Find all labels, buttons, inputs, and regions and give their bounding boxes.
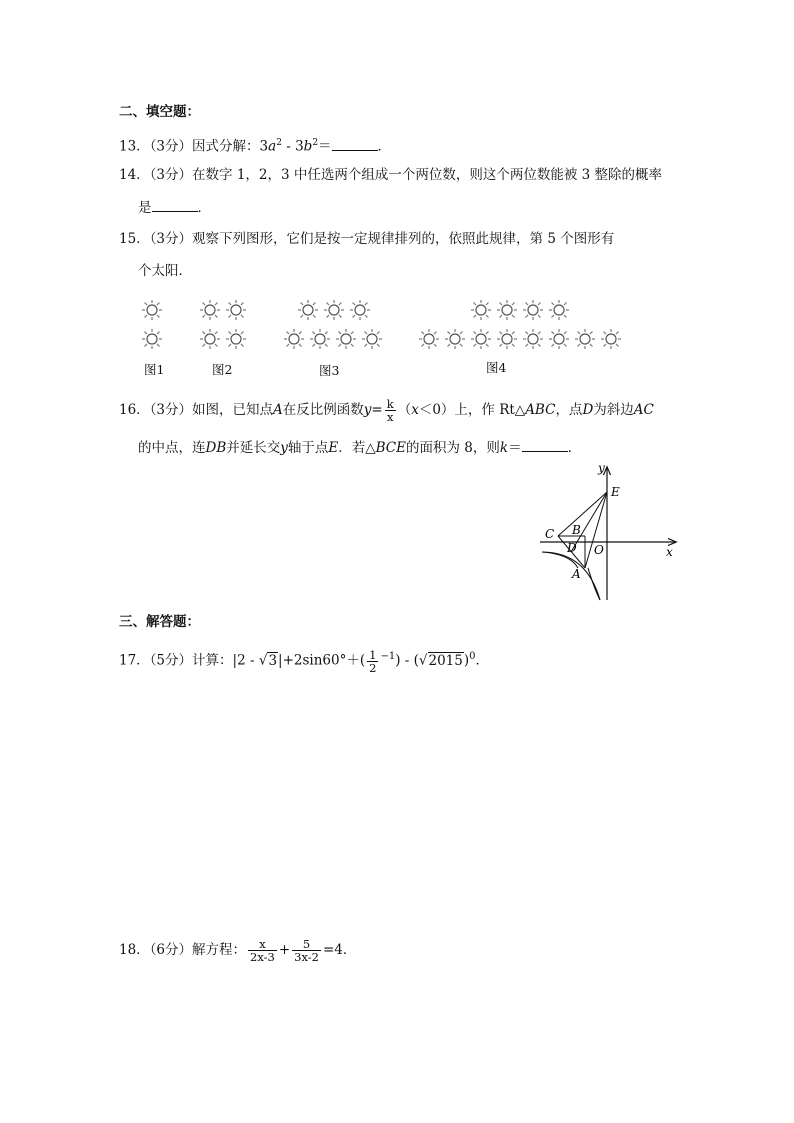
question-18 xyxy=(119,938,356,963)
label-a: A xyxy=(572,567,581,581)
fraction-one-half: $\frac{1}{2}$ xyxy=(369,647,377,675)
var-a: a xyxy=(268,138,277,155)
sun-icon xyxy=(310,329,330,349)
question-stem: ，点 xyxy=(555,402,583,418)
question-stem: 轴于点 xyxy=(287,440,329,456)
section-title-fill-in: 二、填空题： xyxy=(119,104,200,120)
question-number: 15． xyxy=(119,231,150,247)
var-k: k xyxy=(499,440,509,456)
label-b: B xyxy=(572,523,581,537)
question-score: （5分） xyxy=(149,652,193,669)
math-text: ． xyxy=(377,138,392,155)
sun-icon xyxy=(362,329,382,349)
question-number: 14． xyxy=(119,167,150,183)
sun-icon xyxy=(523,300,543,320)
sqrt-2015: 2015 xyxy=(428,652,463,669)
question-stem: ＜0）上，作 Rt△ xyxy=(418,402,526,418)
math-text: = xyxy=(371,402,383,418)
question-16 xyxy=(119,398,654,423)
sun-icon xyxy=(142,329,162,349)
answer-blank[interactable] xyxy=(522,438,568,452)
sun-icon xyxy=(445,329,465,349)
answer-blank[interactable] xyxy=(332,137,378,151)
var-bce: BCE xyxy=(375,440,406,456)
math-text: ) - ( xyxy=(395,652,419,669)
hyperbola-curve xyxy=(542,552,600,600)
question-score: （6分） xyxy=(149,942,193,958)
figure-label-1: 图1 xyxy=(144,362,165,377)
sun-pattern-figure xyxy=(0,295,794,385)
section-title-solve: 三、解答题： xyxy=(119,614,200,630)
var-db: DB xyxy=(205,440,227,456)
question-14-line2 xyxy=(138,198,211,217)
var-e: E xyxy=(328,440,339,456)
label-e: E xyxy=(611,485,620,499)
var-b: b xyxy=(303,138,313,155)
var-x: x xyxy=(411,402,419,418)
sun-icon xyxy=(336,329,356,349)
sun-icon xyxy=(601,329,621,349)
exponent: 2 xyxy=(276,138,282,148)
figure-label-4: 图4 xyxy=(486,360,507,375)
question-number: 16． xyxy=(119,402,150,418)
var-ac: AC xyxy=(633,402,654,418)
figure-label-3: 图3 xyxy=(319,363,340,378)
math-text: + xyxy=(278,942,291,958)
sun-icon xyxy=(575,329,595,349)
question-15-line2: 个太阳． xyxy=(138,263,192,279)
question-stem: 观察下列图形，它们是按一定规律排列的，依照此规律，第 5 个图形有 xyxy=(192,231,615,247)
math-text: ． xyxy=(475,652,490,669)
sun-icon xyxy=(497,329,517,349)
question-stem: 在反比例函数 xyxy=(282,402,364,418)
sun-icon xyxy=(419,329,439,349)
label-x: x xyxy=(666,545,673,559)
math-text: ＝ xyxy=(508,440,522,456)
question-stem: 的中点，连 xyxy=(138,440,206,456)
question-stem: 如图，已知点 xyxy=(192,402,274,418)
question-score: （3分） xyxy=(149,231,193,247)
exponent: −1 xyxy=(380,651,396,662)
question-score: （3分） xyxy=(149,138,193,155)
label-d: D xyxy=(567,541,577,555)
sun-icon xyxy=(497,300,517,320)
question-stem: ．若△ xyxy=(338,440,376,456)
question-17: 17．（5分）计算：|2 - √3|+2sin60°＋( $\frac{1}{2}$ $^{-1}) - (√2015)^0$． xyxy=(119,647,490,675)
segment-ce xyxy=(558,492,607,536)
math-text: - 3 xyxy=(281,138,304,155)
sun-icon xyxy=(226,300,246,320)
math-text: ． xyxy=(342,942,357,958)
question-number: 17． xyxy=(119,652,150,669)
question-stem: 并延长交 xyxy=(226,440,281,456)
question-score: （3分） xyxy=(149,167,193,183)
label-y: y xyxy=(598,461,605,475)
sun-icon xyxy=(226,329,246,349)
sqrt-3: 3 xyxy=(268,652,278,669)
math-text: |+2sin60°＋( xyxy=(278,652,366,669)
sun-icon xyxy=(549,300,569,320)
fraction-5-over-3x-2: $\frac{5}{3x-2}$ xyxy=(294,937,319,964)
question-stem: 解方程： xyxy=(192,942,247,958)
sun-icon xyxy=(298,300,318,320)
fraction-x-over-2x-3: $\frac{x}{2x-3}$ xyxy=(250,937,275,964)
math-text: （ xyxy=(397,402,412,418)
var-a: A xyxy=(273,402,283,418)
question-stem: 在数字 1，2，3 中任选两个组成一个两位数，则这个两位数能被 3 整除的概率 xyxy=(192,167,663,183)
math-text: ． xyxy=(197,200,211,216)
label-o: O xyxy=(594,543,604,557)
hyperbola-geometry-figure xyxy=(530,460,690,610)
fraction-k-over-x: $\frac{k}{x}$ xyxy=(386,397,394,424)
question-15 xyxy=(119,230,614,248)
exponent: 0 xyxy=(469,651,476,662)
question-number: 13． xyxy=(119,138,150,155)
sun-icon xyxy=(200,300,220,320)
sun-icon xyxy=(523,329,543,349)
var-d: D xyxy=(582,402,594,418)
question-score: （3分） xyxy=(149,402,193,418)
sun-icon xyxy=(142,300,162,320)
math-text: 计算：|2 - xyxy=(192,652,259,669)
sun-icon xyxy=(549,329,569,349)
question-14 xyxy=(119,166,662,184)
sun-icon xyxy=(350,300,370,320)
question-16-line2 xyxy=(138,438,581,457)
sun-icon xyxy=(471,329,491,349)
question-stem: 为斜边 xyxy=(593,402,634,418)
var-y: y xyxy=(363,402,372,418)
question-stem: 因式分解：3 xyxy=(192,138,269,155)
math-text: ) xyxy=(463,652,470,669)
var-abc: ABC xyxy=(525,402,556,418)
sun-icon xyxy=(284,329,304,349)
sun-icon xyxy=(200,329,220,349)
answer-blank[interactable] xyxy=(152,198,198,212)
label-c: C xyxy=(545,527,555,541)
math-text: ＝ xyxy=(318,138,332,155)
question-stem: 是 xyxy=(138,200,152,216)
sun-icon xyxy=(471,300,491,320)
question-13 xyxy=(119,134,391,156)
sun-icon xyxy=(324,300,344,320)
question-stem: 的面积为 8，则 xyxy=(406,440,500,456)
var-y: y xyxy=(280,440,288,456)
math-text: ． xyxy=(567,440,582,456)
math-text: =4 xyxy=(322,942,343,958)
question-number: 18． xyxy=(119,942,150,958)
figure-label-2: 图2 xyxy=(212,362,233,377)
exponent: 2 xyxy=(312,138,319,148)
